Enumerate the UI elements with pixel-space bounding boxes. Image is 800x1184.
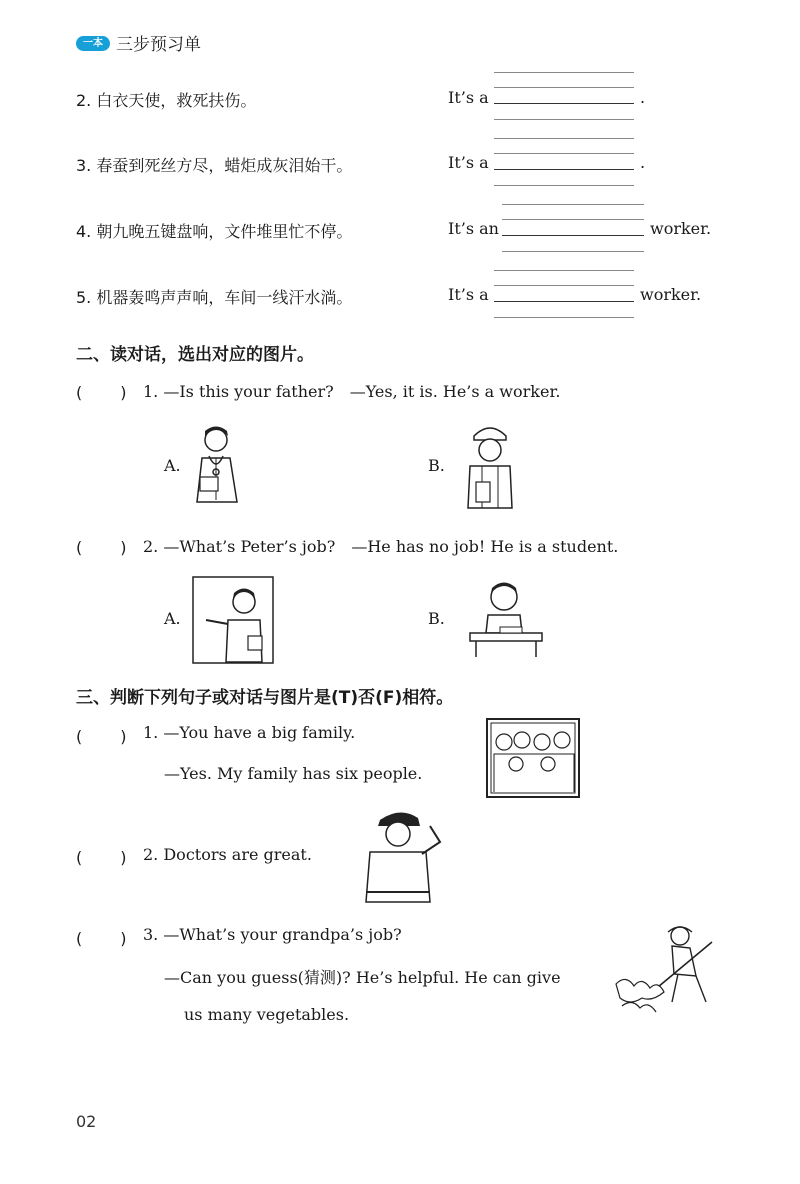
- writing-guide-line: [494, 285, 634, 286]
- part1-item-4-chinese: 4. 朝九晚五键盘响，文件堆里忙不停。: [76, 222, 353, 241]
- part2-q2-option-b-label: B.: [428, 609, 445, 628]
- answer-paren-3-3[interactable]: ( ): [76, 929, 129, 948]
- answer-paren-2-1[interactable]: ( ): [76, 383, 129, 402]
- teacher-illustration[interactable]: [192, 576, 274, 664]
- part2-q1-option-a-label: A.: [164, 456, 181, 475]
- part2-q1-option-b-label: B.: [428, 456, 445, 475]
- part3-q2-text: 2. Doctors are great.: [143, 845, 312, 864]
- part1-item-5-prefix: It’s a: [448, 285, 489, 304]
- part1-item-4-prefix: It’s an: [448, 219, 499, 238]
- writing-guide-line: [494, 138, 634, 139]
- writing-guide-line: [494, 119, 634, 120]
- part1-item-2-suffix: .: [640, 88, 646, 107]
- police-officer-illustration[interactable]: [360, 806, 446, 904]
- part3-q3-line2: —Can you guess(猜测)? He’s helpful. He can give: [164, 968, 561, 987]
- part1-item-2-chinese: 2. 白衣天使，救死扶伤。: [76, 91, 257, 110]
- writing-guide-line: [494, 72, 634, 73]
- writing-guide-line: [502, 219, 644, 220]
- part2-q2-text: 2. —What’s Peter’s job? —He has no job! He is a student.: [143, 537, 619, 556]
- part3-q1-line1: 1. —You have a big family.: [143, 723, 356, 742]
- worker-illustration[interactable]: [462, 420, 518, 510]
- answer-paren-2-2[interactable]: ( ): [76, 538, 129, 557]
- doctor-illustration[interactable]: [192, 422, 244, 508]
- part1-item-5-chinese: 5. 机器轰鸣声声响，车间一线汗水淌。: [76, 288, 353, 307]
- header-title: 三步预习单: [116, 35, 201, 55]
- farmer-illustration[interactable]: [612, 922, 718, 1022]
- part1-item-3-suffix: .: [640, 153, 646, 172]
- student-illustration[interactable]: [466, 577, 546, 657]
- part2-q2-option-a-label: A.: [164, 609, 181, 628]
- part1-item-3-chinese: 3. 春蚕到死丝方尽，蜡炬成灰泪始干。: [76, 156, 353, 175]
- answer-blank-2[interactable]: [494, 103, 634, 104]
- answer-blank-5[interactable]: [494, 301, 634, 302]
- part3-title: 三、判断下列句子或对话与图片是(T)否(F)相符。: [76, 688, 454, 708]
- part3-q3-line3: us many vegetables.: [184, 1005, 350, 1024]
- page-number: 02: [76, 1112, 97, 1131]
- part2-q1-text: 1. —Is this your father? —Yes, it is. He’s a worker.: [143, 382, 561, 401]
- writing-guide-line: [494, 270, 634, 271]
- publisher-logo: 一本: [76, 36, 110, 51]
- answer-blank-4[interactable]: [502, 235, 644, 236]
- writing-guide-line: [502, 204, 644, 205]
- family-photo-illustration[interactable]: [486, 718, 580, 798]
- answer-paren-3-2[interactable]: ( ): [76, 848, 129, 867]
- part3-q1-line2: —Yes. My family has six people.: [164, 764, 423, 783]
- part2-title: 二、读对话，选出对应的图片。: [76, 345, 314, 365]
- part1-item-3-prefix: It’s a: [448, 153, 489, 172]
- part1-item-4-suffix: worker.: [650, 219, 712, 238]
- part1-item-2-prefix: It’s a: [448, 88, 489, 107]
- part3-q3-line1: 3. —What’s your grandpa’s job?: [143, 925, 402, 944]
- writing-guide-line: [494, 153, 634, 154]
- part1-item-5-suffix: worker.: [640, 285, 702, 304]
- writing-guide-line: [502, 251, 644, 252]
- answer-blank-3[interactable]: [494, 169, 634, 170]
- answer-paren-3-1[interactable]: ( ): [76, 727, 129, 746]
- writing-guide-line: [494, 185, 634, 186]
- writing-guide-line: [494, 317, 634, 318]
- writing-guide-line: [494, 87, 634, 88]
